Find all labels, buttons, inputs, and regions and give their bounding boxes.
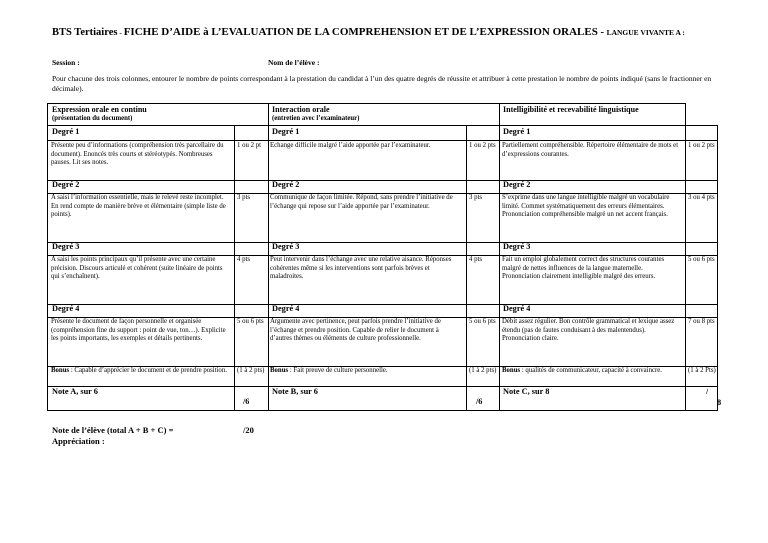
col-c-degree-3-points: 5 ou 6 pts	[688, 256, 715, 263]
col-a-degree-3-text: A saisi les points principaux qu’il présente avec une certaine précision. Discours articulé et cohérent (suite linéaire de points qui s’enchaînent).	[51, 256, 223, 281]
col-a-degree-3-points: 4 pts	[237, 256, 251, 263]
col-c-degree-1-text: Partiellement compréhensible. Répertoire élémentaire de mots et d’expressions courantes.	[502, 142, 679, 158]
evaluation-grid	[47, 103, 722, 411]
note-c-max: 8	[717, 399, 722, 407]
degree-label: Degré 3	[503, 243, 531, 251]
col-c-degree-3-text: Fait un emploi globalement correct des structures courantes malgré de nettes influences de la langue maternelle. Prononciation clairement intelligible malgré des erreurs.	[502, 256, 665, 281]
bonus-label: Bonus	[270, 367, 289, 374]
col-a-title: Expression orale en continu	[52, 105, 147, 114]
col-b-degree-3-text: Peut intervenir dans l’échange avec une relative aisance. Réponses cohérentes même si les interventions sont parfois brèves et maladroites.	[270, 256, 452, 281]
title-langue: LANGUE VIVANTE A :	[606, 28, 685, 37]
total-label: Note de l’élève (total A + B + C) =	[52, 425, 174, 435]
col-b-header	[272, 105, 497, 123]
degree-label: Degré 2	[503, 181, 531, 189]
col-b-degree-1-text: Echange difficile malgré l’aide apportée par l’examinateur.	[270, 142, 431, 149]
bonus-text: : Fait preuve de culture personnelle.	[288, 367, 388, 374]
degree-label: Degré 1	[272, 128, 300, 136]
col-b-degree-1-points: 1 ou 2 pts	[469, 142, 496, 149]
col-b-subtitle: (entretien avec l’examinateur)	[272, 115, 360, 122]
bonus-label: Bonus	[51, 367, 70, 374]
col-b-degree-4-text: Argumente avec pertinence, peut parfois prendre l’initiative de l’échange et prendre position. Capable de relier le document à d’autres thèmes ou éléments de culture professionnelle.	[270, 318, 441, 343]
col-c-header	[503, 105, 683, 115]
col-b-degree-3-points: 4 pts	[469, 256, 483, 263]
col-b-title: Interaction orale	[272, 105, 330, 114]
appreciation-label: Appréciation :	[52, 436, 105, 446]
col-a-degree-2-points: 3 pts	[237, 194, 251, 201]
note-c-slash: /	[706, 388, 709, 396]
total-section	[52, 425, 173, 447]
total-max: /20	[243, 425, 254, 435]
col-a-bonus	[51, 367, 231, 386]
degree-label: Degré 4	[52, 305, 80, 313]
note-b-label: Note B, sur 6	[272, 388, 318, 396]
col-b-bonus-points: (1 à 2 pts)	[469, 367, 497, 374]
col-a-subtitle: (présentation du document)	[52, 115, 133, 122]
degree-label: Degré 2	[272, 181, 300, 189]
col-a-bonus-points: (1 à 2 pts)	[237, 367, 265, 374]
bonus-text: : qualités de communicateur, capacité à convaincre.	[520, 367, 662, 374]
col-c-degree-4-points: 7 ou 8 pts	[688, 318, 715, 325]
col-b-degree-2-text: Communique de façon limitée. Répond, sans prendre l’initiative de l’échange qui repose sur l’aide apportée par l’examinateur.	[270, 194, 453, 210]
col-a-degree-4-points: 5 ou 6 pts	[237, 318, 264, 325]
degree-label: Degré 4	[503, 305, 531, 313]
degree-label: Degré 3	[272, 243, 300, 251]
col-a-degree-1-points: 1 ou 2 pt	[237, 142, 261, 149]
title-main: FICHE D’AIDE à L’EVALUATION DE LA COMPREHENSION ET DE L’EXPRESSION ORALES	[123, 26, 598, 38]
col-c-degree-2-text: S’exprime dans une langue intelligible malgré un vocabulaire limité. Commet systématiquement des erreurs élémentaires. Prononciation compréhensible malgré un net accent français.	[502, 194, 670, 219]
degree-label: Degré 4	[272, 305, 300, 313]
col-c-degree-4-text: Débit assez régulier. Bon contrôle grammatical et lexique assez étendu (pas de fautes conduisant à des malentendus). Prononciation claire.	[502, 318, 675, 343]
col-c-title: Intelligibilité et recevabilité linguistique	[503, 105, 639, 114]
col-c-degree-1-points: 1 ou 2 pts	[688, 142, 715, 149]
col-a-header	[52, 105, 266, 123]
title-dash-2: -	[597, 27, 607, 38]
col-b-degree-4-points: 5 ou 6 pts	[469, 318, 496, 325]
page-title	[52, 26, 685, 38]
note-a-max: /6	[243, 398, 250, 406]
col-b-degree-2-points: 3 pts	[469, 194, 483, 201]
degree-label: Degré 3	[52, 243, 80, 251]
session-label: Session :	[52, 58, 80, 67]
col-c-bonus	[502, 367, 682, 386]
col-a-degree-4-text: Présente le document de façon personnelle et organisée (compréhension fine du support : point de vue, ton…). Explicite les points importants, les exemples et détails pertinents.	[51, 318, 226, 343]
col-b-bonus	[270, 367, 462, 386]
note-b-max: /6	[476, 398, 483, 406]
student-name-label: Nom de l’élève :	[268, 58, 320, 67]
note-c-label: Note C, sur 8	[503, 388, 550, 396]
note-a-label: Note A, sur 6	[52, 388, 98, 396]
degree-label: Degré 1	[52, 128, 80, 136]
degree-label: Degré 2	[52, 181, 80, 189]
col-a-degree-1-text: Présente peu d’informations (compréhension très parcellaire du document). Enoncés très courts et stéréotypés. Nombreuses pauses. Lit ses notes.	[51, 142, 224, 167]
col-c-bonus-points: (1 à 2 Pts)	[688, 367, 716, 374]
title-dash: -	[117, 28, 124, 37]
col-a-degree-2-text: A saisi l’information essentielle, mais le relevé reste incomplet. En rend compte de manière brève et élémentaire (simple liste de points).	[51, 194, 226, 219]
bonus-text: : Capable d’apprécier le document et de prendre position.	[69, 367, 227, 374]
bonus-label: Bonus	[502, 367, 521, 374]
title-prefix: BTS Tertiaires	[52, 27, 118, 38]
degree-label: Degré 1	[503, 128, 531, 136]
instructions: Pour chacune des trois colonnes, entourer le nombre de points correspondant à la prestation du candidat à l’un des quatre degrés de réussite et attribuer à cette prestation le nombre de points indiqué (sans le fractionner en décimale).	[52, 74, 712, 93]
col-c-degree-2-points: 3 ou 4 pts	[688, 194, 715, 201]
